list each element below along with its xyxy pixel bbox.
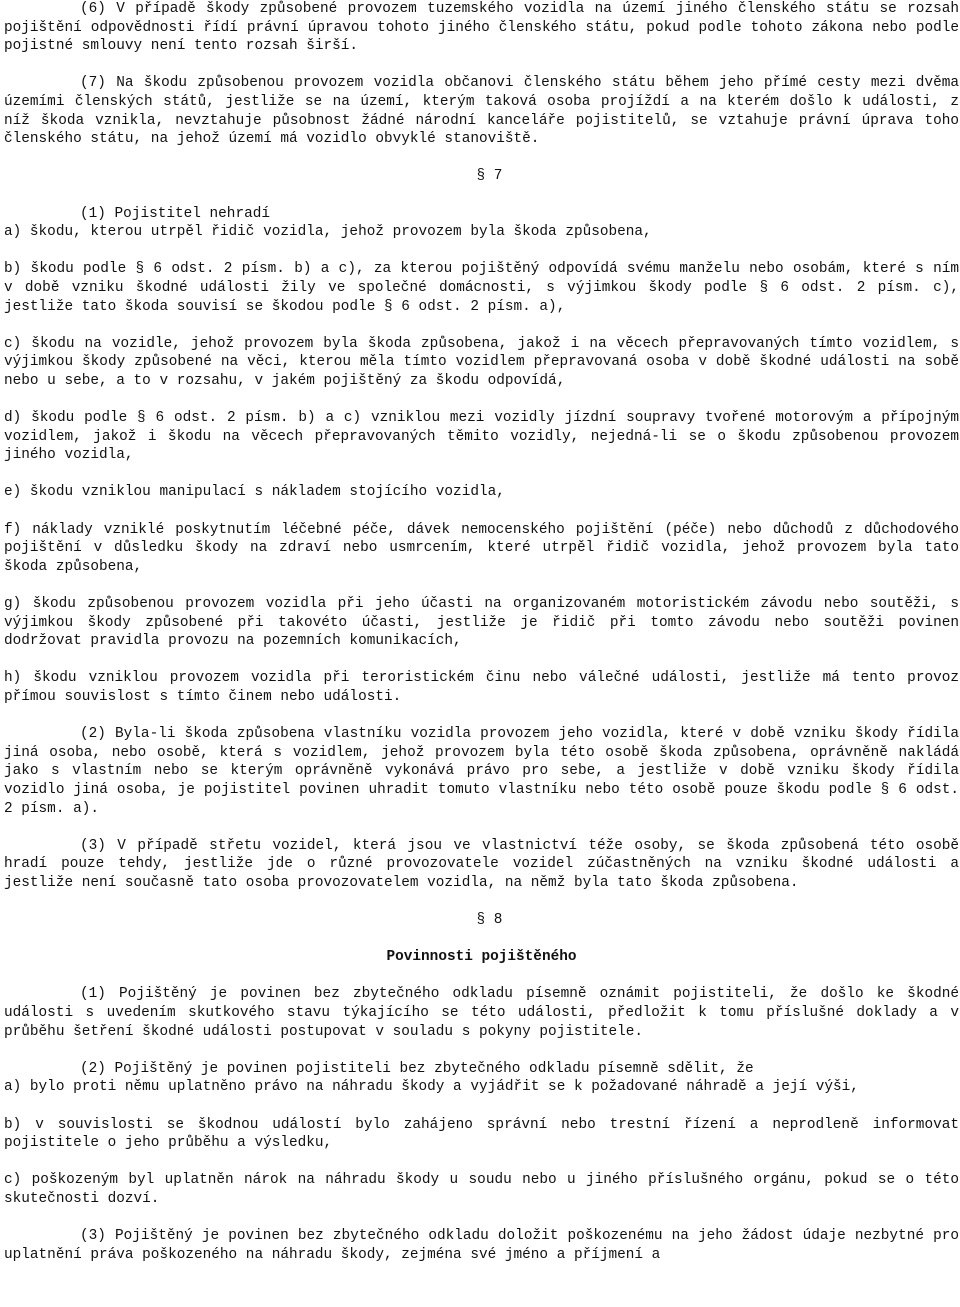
section-8-paragraph-2: (2) Pojištěný je povinen pojistiteli bez zbytečného odkladu písemně sdělit, že [80, 1060, 754, 1077]
section-8-item-b: b) v souvislosti se škodnou událostí bylo zahájeno správní nebo trestní řízení a neprodleně informovat pojistitele o jeho průběhu a výsledku, [4, 1116, 959, 1152]
section-7-item-e: e) škodu vzniklou manipulací s nákladem stojícího vozidla, [4, 484, 505, 501]
paragraph-7: (7) Na škodu způsobenou provozem vozidla občanovi členského státu během jeho přímé cesty mezi dvěma územími členských států, jestliže se na území, kterým taková osoba projíždí a na kterém došlo k události, z níž škoda vznikla, nevztahuje působnost žádné národní kanceláře pojistitelů, se vztahuje právní úprava toho členského státu, na jehož území má vozidlo obvyklé stanoviště. [4, 75, 959, 148]
section-7-item-a: a) škodu, kterou utrpěl řidič vozidla, jehož provozem byla škoda způsobena, [4, 224, 652, 241]
section-7-paragraph-2: (2) Byla-li škoda způsobena vlastníku vozidla provozem jeho vozidla, které v době vzniku škody řídila jiná osoba, nebo osobě, která s vozidlem, jehož provozem byla této osobě škoda způsobena, oprávněně nakládá jako s vlastním nebo se kterým oprávněně vykonává právo pro sebe, a jestliže v době vzniku škody řídila vozidlo jiná osoba, je pojistitel povinen uhradit tomuto vlastníku nebo této osobě pouze škodu podle § 6 odst. 2 písm. a). [4, 726, 959, 817]
section-7-item-g: g) škodu způsobenou provozem vozidla při jeho účasti na organizovaném motoristickém závodu nebo soutěži, s výjimkou škody způsobené při takovéto účasti, jestliže je řidič při tomto závodu nebo soutěži povinen dodržovat pravidla provozu na pozemních komunikacích, [4, 596, 959, 650]
section-7-item-c: c) škodu na vozidle, jehož provozem byla škoda způsobena, jakož i na věcech přepravovaných tímto vozidlem, s výjimkou škody způsobené na věci, kterou měla tímto vozidlem přepravovaná osoba v době škodné události na sobě nebo u sebe, a to v rozsahu, v jakém pojištěný za škodu odpovídá, [4, 335, 959, 389]
section-7-paragraph-3: (3) V případě střetu vozidel, která jsou ve vlastnictví téže osoby, se škoda způsobená této osobě hradí pouze tehdy, jestliže jde o různé provozovatele vozidel zúčastněných na vzniku škodné události a jestliže není současně tato osoba provozovatelem vozidla, na němž byla tato škoda způsobena. [4, 837, 959, 891]
section-7-heading: § 7 [476, 168, 503, 185]
section-8-title: Povinnosti pojištěného [386, 949, 577, 966]
paragraph-6: (6) V případě škody způsobené provozem tuzemského vozidla na území jiného členského státu se rozsah pojištění odpovědnosti řídí právní úpravou tohoto jiného členského státu, pokud podle tohoto zákona nebo podle pojistné smlouvy není tento rozsah širší. [4, 1, 959, 55]
section-8-item-a: a) bylo proti němu uplatněno právo na náhradu škody a vyjádřit se k požadované náhradě a její výši, [4, 1079, 859, 1096]
section-7-item-b: b) škodu podle § 6 odst. 2 písm. b) a c), za kterou pojištěný odpovídá svému manželu nebo osobám, které s ním v době vzniku škodné události žily ve společné domácnosti, s výjimkou škody podle § 6 odst. 2 písm. c), jestliže tato škoda souvisí se škodou podle § 6 odst. 2 písm. a), [4, 261, 959, 315]
section-7-item-d: d) škodu podle § 6 odst. 2 písm. b) a c) vzniklou mezi vozidly jízdní soupravy tvořené motorovým a přípojným vozidlem, jakož i škodu na věcech přepravovaných těmito vozidly, nejedná-li se o škodu způsobenou provozem jiného vozidla, [4, 410, 959, 464]
section-8-paragraph-1: (1) Pojištěný je povinen bez zbytečného odkladu písemně oznámit pojistiteli, že došlo ke škodné události s uvedením skutkového stavu týkajícího se této události, předložit k tomu příslušné doklady a v průběhu šetření škodné události postupovat v souladu s pokyny pojistitele. [4, 986, 959, 1040]
section-8-item-c: c) poškozeným byl uplatněn nárok na náhradu škody u soudu nebo u jiného příslušného orgánu, pokud se o této skutečnosti dozví. [4, 1172, 959, 1207]
document-page [4, 0, 959, 1264]
section-7-item-f: f) náklady vzniklé poskytnutím léčebné péče, dávek nemocenského pojištění (péče) nebo důchodů z důchodového pojištění v důsledku škody na zdraví nebo usmrcením, které utrpěl řidič vozidla, jehož provozem byla tato škoda způsobena, [4, 521, 959, 575]
section-8-heading: § 8 [476, 912, 503, 929]
section-7-item-h: h) škodu vzniklou provozem vozidla při teroristickém činu nebo válečné události, jestliže má tento provoz přímou souvislost s tímto činem nebo události. [4, 670, 959, 705]
section-8-paragraph-3: (3) Pojištěný je povinen bez zbytečného odkladu doložit poškozenému na jeho žádost údaje nezbytné pro uplatnění práva poškozeného na náhradu škody, zejména své jméno a příjmení a [4, 1228, 959, 1263]
section-7-paragraph-1: (1) Pojistitel nehradí [80, 205, 270, 222]
